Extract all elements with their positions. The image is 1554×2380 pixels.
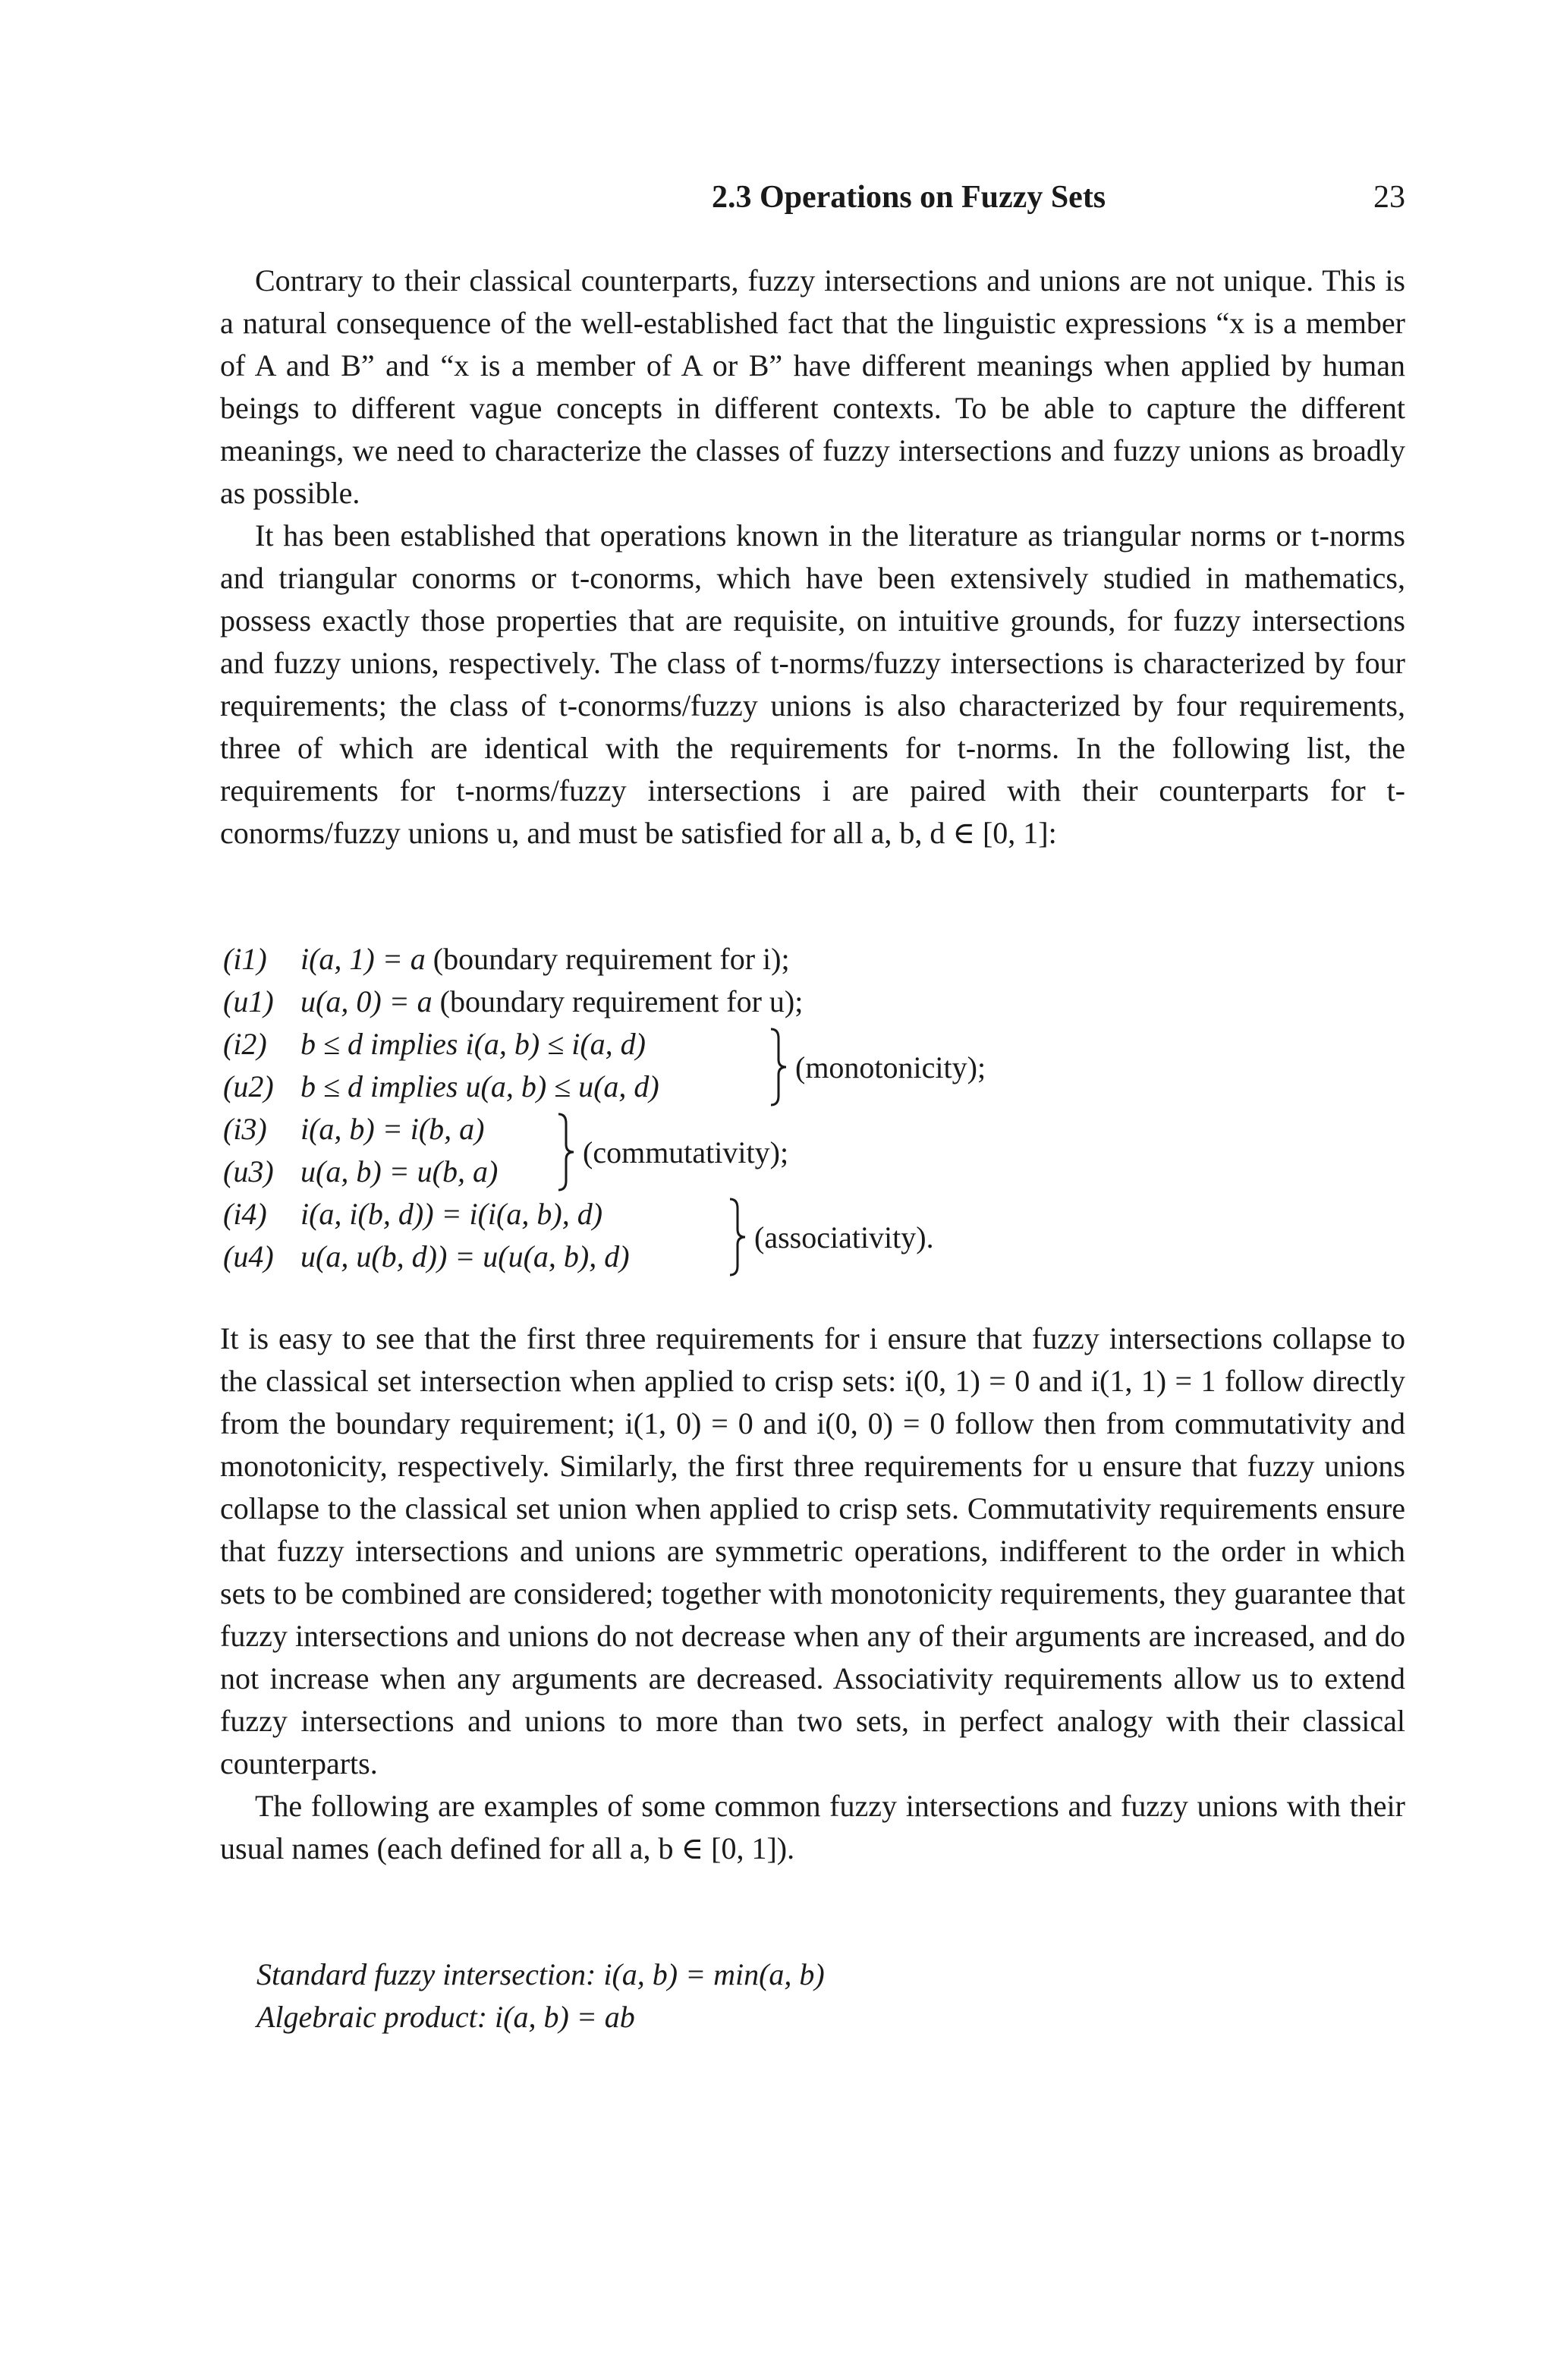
- requirement-i3: [223, 1108, 485, 1151]
- section-title: 2.3 Operations on Fuzzy Sets: [712, 180, 1106, 215]
- requirement-note: (boundary requirement for u);: [439, 984, 804, 1018]
- associativity-group: [727, 1196, 934, 1278]
- requirement-tag: (i2): [223, 1027, 267, 1061]
- paragraph-3: It is easy to see that the first three requirements for i ensure that fuzzy intersections collapse to the classical set intersection when applied to crisp sets: i(0, 1) = 0 and i(1, 1) = 1 follow directly from the boundary requirement; i(1, 0) = 0 and i(0, 0) = 0 follow then from commutativity and monotonicity, respectively. Similarly, the first three requirements for u ensure that fuzzy unions collapse to the classical set union when applied to crisp sets. Commutativity requirements ensure that fuzzy intersections and unions are symmetric operations, indifferent to the order in which sets to be combined are considered; together with monotonicity requirements, they guarantee that fuzzy intersections and unions do not decrease when any of their arguments are increased, and do not increase when any arguments are decreased. Associativity requirements allow us to extend fuzzy intersections and unions to more than two sets, in perfect analogy with their classical counterparts.: [220, 1321, 1405, 1780]
- example-name: Algebraic product: [256, 2000, 477, 2034]
- requirement-formula: u(a, u(b, d)) = u(u(a, b), d): [300, 1239, 630, 1273]
- paragraph-2: It has been established that operations known in the literature as triangular norms or t-norms and triangular conorms or t-conorms, which have been extensively studied in mathematics, possess exactly those properties that are requisite, on intuitive grounds, for fuzzy intersections and fuzzy unions, respectively. The class of t-norms/fuzzy intersections is characterized by four requirements; the class of t-conorms/fuzzy unions is also characterized by four requirements, three of which are identical with the requirements for t-norms. In the following list, the requirements for t-norms/fuzzy intersections i are paired with their counterparts for t-conorms/fuzzy unions u, and must be satisfied for all a, b, d ∈ [0, 1]:: [220, 518, 1405, 850]
- requirement-formula: b ≤ d implies u(a, b) ≤ u(a, d): [300, 1069, 659, 1103]
- requirement-u2: [223, 1066, 659, 1108]
- requirement-i4: [223, 1193, 602, 1236]
- group-label: (commutativity);: [583, 1135, 789, 1170]
- example-algebraic-product: [256, 1996, 635, 2038]
- example-standard-intersection: [256, 1953, 825, 1996]
- body-text-bottom: [220, 1318, 1405, 1870]
- requirement-formula: i(a, b) = i(b, a): [300, 1112, 485, 1146]
- requirement-formula: b ≤ d implies i(a, b) ≤ i(a, d): [300, 1027, 646, 1061]
- example-name: Standard fuzzy intersection: [256, 1957, 587, 1991]
- right-brace-icon: [555, 1111, 577, 1193]
- requirement-formula: i(a, 1) = a: [300, 942, 426, 976]
- paragraph-1: Contrary to their classical counterparts, fuzzy intersections and unions are not unique. This is a natural consequence of the well-established fact that the linguistic expressions “x is a member of A and B” and “x is a member of A or B” have different meanings when applied by human beings to different vague concepts in different contexts. To be able to capture the different meanings, we need to characterize the classes of fuzzy intersections and fuzzy unions as broadly as possible.: [220, 263, 1405, 510]
- requirement-formula: u(a, b) = u(b, a): [300, 1154, 499, 1188]
- commutativity-group: [555, 1111, 788, 1193]
- body-text-top: [220, 260, 1405, 855]
- requirement-tag: (i1): [223, 942, 267, 976]
- requirement-tag: (i3): [223, 1112, 267, 1146]
- requirement-i2: [223, 1023, 646, 1066]
- requirement-tag: (i4): [223, 1197, 267, 1231]
- requirement-tag: (u2): [223, 1069, 274, 1103]
- example-formula: : i(a, b) = ab: [477, 2000, 635, 2034]
- monotonicity-group: [768, 1026, 986, 1108]
- requirement-tag: (u4): [223, 1239, 274, 1273]
- right-brace-icon: [768, 1026, 789, 1108]
- right-brace-icon: [727, 1196, 748, 1278]
- requirement-i1: [223, 938, 790, 981]
- page-number: 23: [1373, 180, 1405, 215]
- requirement-u4: [223, 1236, 630, 1278]
- group-label: (associativity).: [754, 1220, 934, 1255]
- requirement-formula: i(a, i(b, d)) = i(i(a, b), d): [300, 1197, 603, 1231]
- requirement-note: (boundary requirement for i);: [433, 942, 790, 976]
- group-label: (monotonicity);: [795, 1050, 986, 1085]
- requirement-u3: [223, 1151, 498, 1193]
- requirement-u1: [223, 981, 803, 1023]
- example-formula: : i(a, b) = min(a, b): [586, 1957, 825, 1991]
- requirement-tag: (u3): [223, 1154, 274, 1188]
- requirement-formula: u(a, 0) = a: [300, 984, 433, 1018]
- paragraph-4: The following are examples of some common fuzzy intersections and fuzzy unions with their usual names (each defined for all a, b ∈ [0, 1]).: [220, 1789, 1405, 1865]
- requirement-tag: (u1): [223, 984, 274, 1018]
